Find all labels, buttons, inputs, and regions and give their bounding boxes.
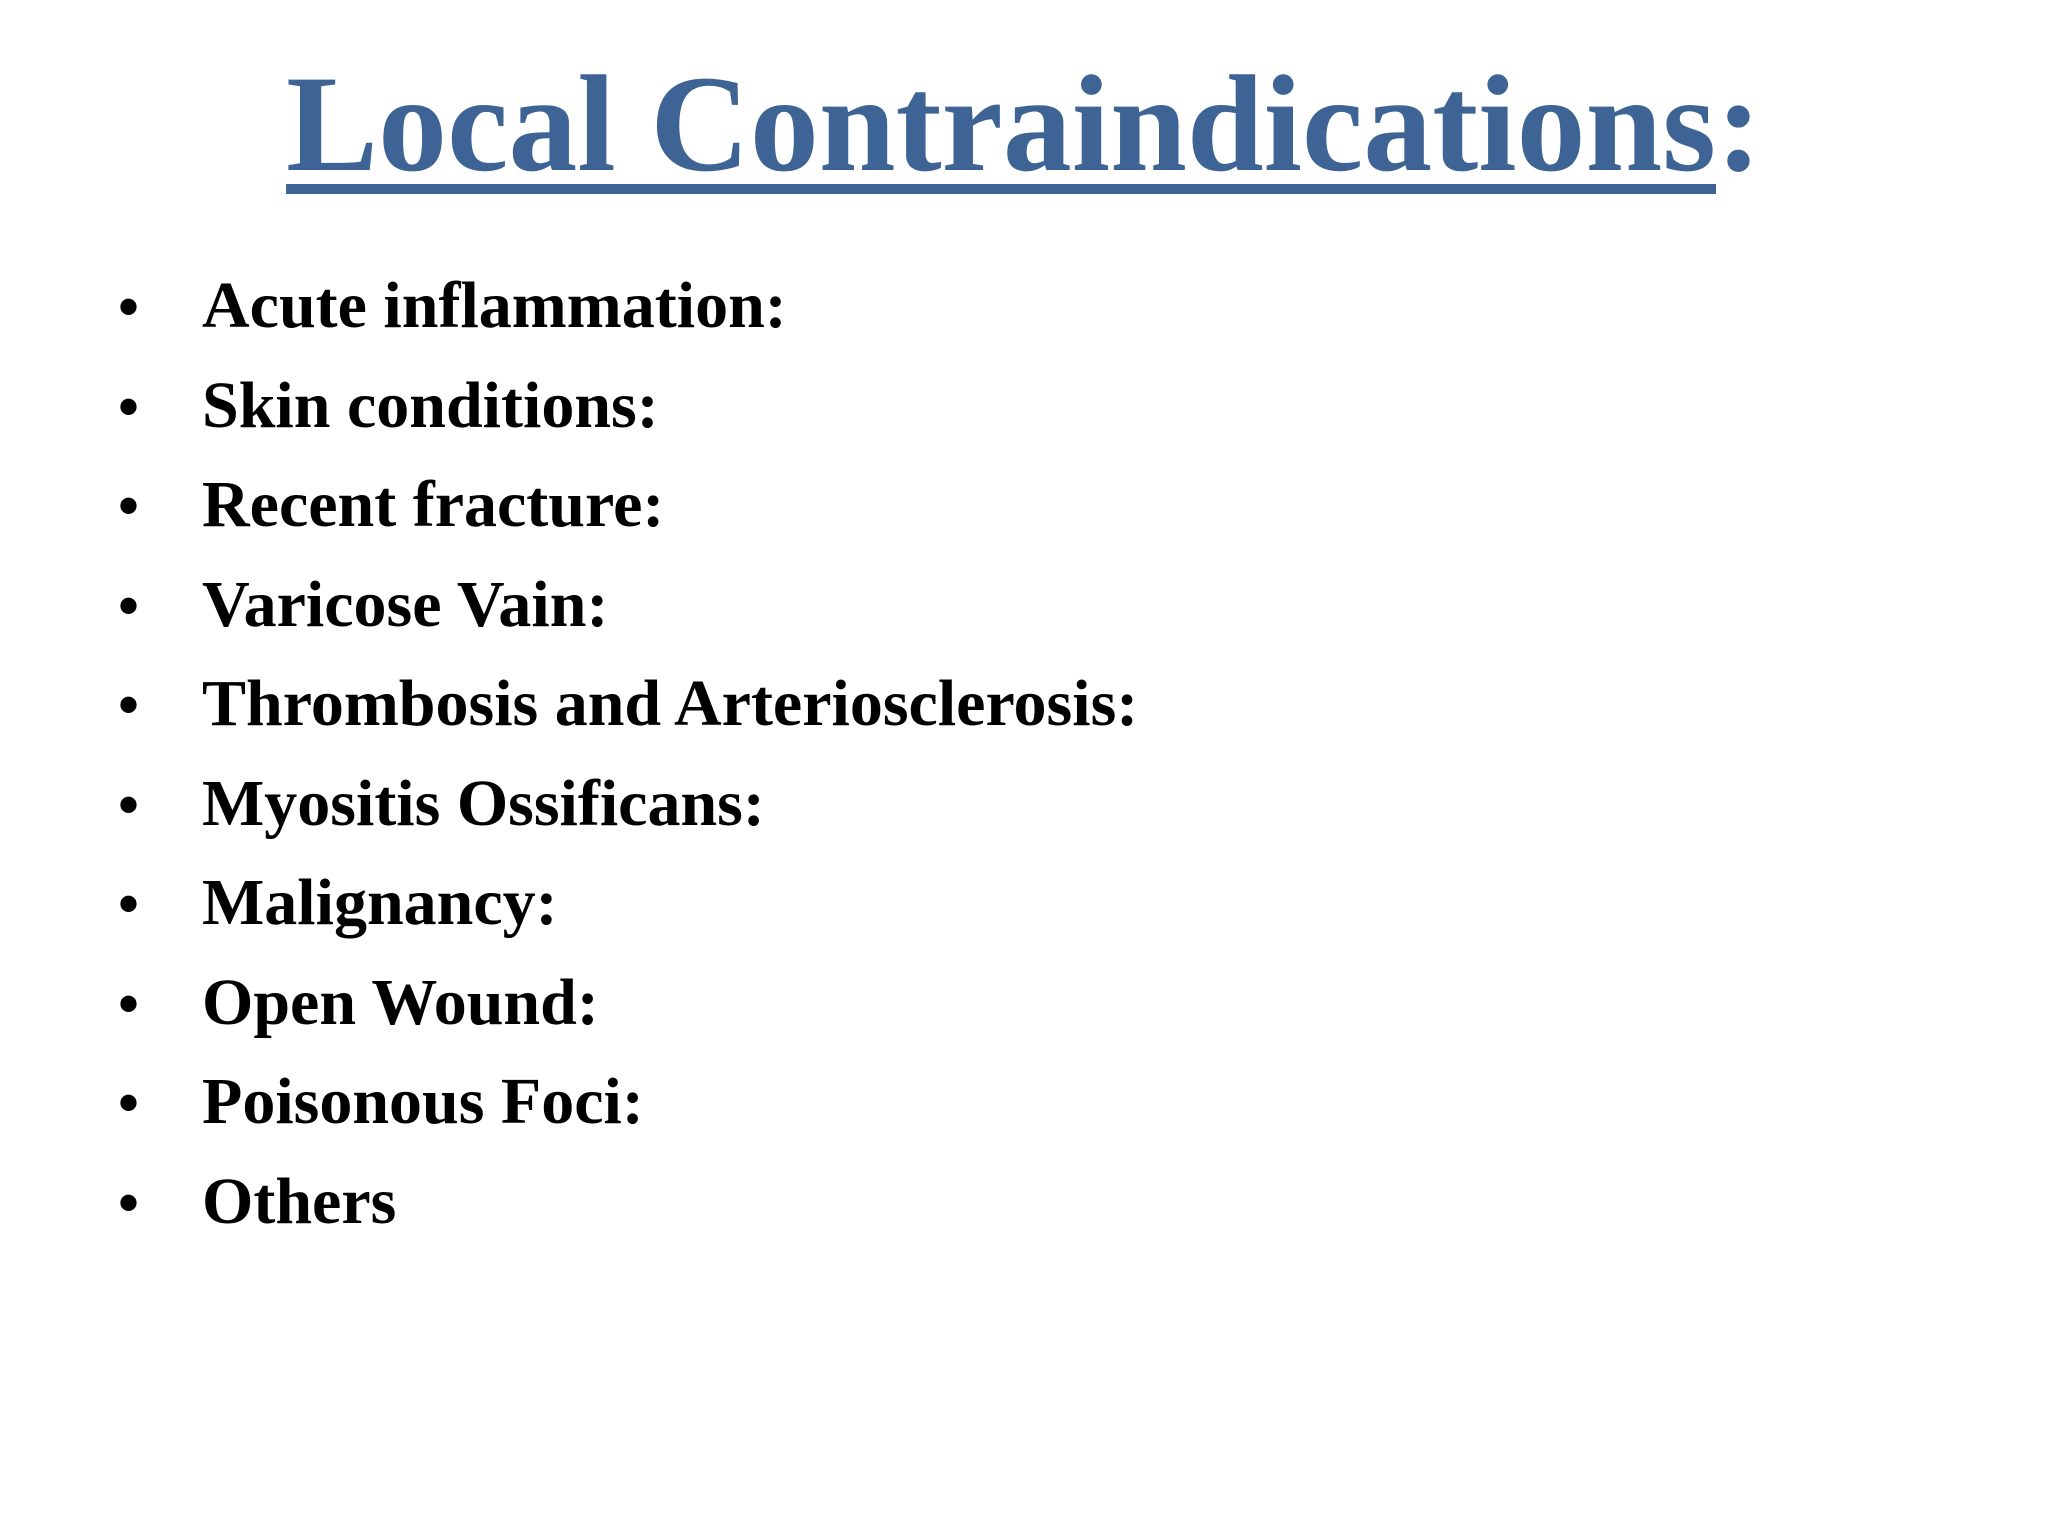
list-item [118,865,1138,965]
list-item-text: Varicose Vain: [202,567,609,641]
bullet-icon: • [118,473,140,539]
slide-title-text: Local Contraindications [286,47,1716,200]
list-item [118,766,1138,866]
list-item-text: Open Wound: [202,965,599,1039]
slide-title-colon: : [1715,47,1762,200]
contraindications-list [118,268,1138,1263]
list-item [118,567,1138,667]
list-item [118,268,1138,368]
slide-title [286,48,1762,200]
list-item-text: Skin conditions: [202,368,659,442]
list-item-text: Recent fracture: [202,468,665,541]
bullet-icon: • [118,373,140,440]
list-item [118,965,1138,1065]
bullet-icon: • [118,1070,140,1136]
bullet-icon: • [118,871,140,937]
bullet-icon: • [118,672,140,738]
list-item [118,368,1138,468]
list-item-text: Malignancy: [202,866,558,939]
list-item-text: Myositis Ossificans: [202,766,765,840]
bullet-icon: • [118,274,140,340]
bullet-icon: • [118,1169,140,1236]
list-item-text: Acute inflammation: [202,269,787,342]
list-item-text: Poisonous Foci: [202,1065,644,1138]
list-item [118,1164,1138,1264]
bullet-icon: • [118,572,140,639]
list-item [118,666,1138,766]
list-item-text: Others [202,1164,397,1238]
list-item [118,467,1138,567]
list-item [118,1064,1138,1164]
bullet-icon: • [118,970,140,1037]
bullet-icon: • [118,771,140,838]
list-item-text: Thrombosis and Arteriosclerosis: [202,667,1139,740]
title-container [0,48,2048,200]
